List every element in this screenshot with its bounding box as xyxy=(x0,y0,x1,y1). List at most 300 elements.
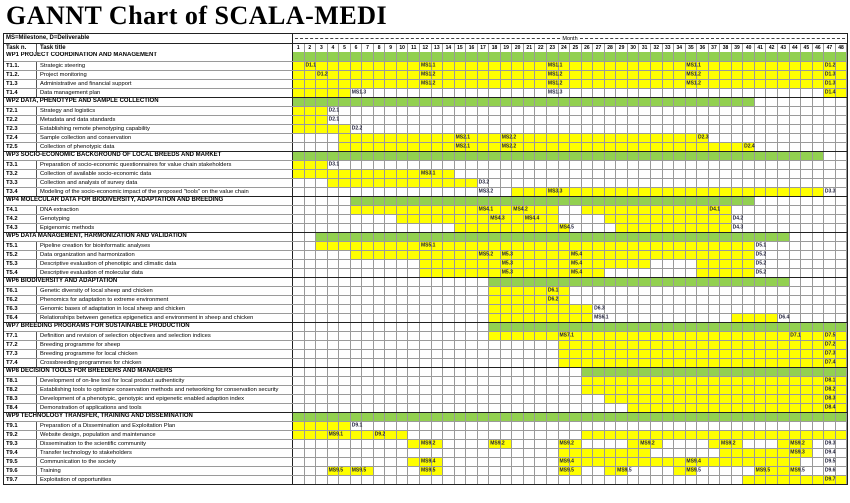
task-month-cell xyxy=(443,71,455,79)
milestone-label: MS1.2 xyxy=(547,80,563,87)
wp-month-cell xyxy=(397,233,409,241)
task-month-cell xyxy=(489,467,501,475)
task-month-cell xyxy=(743,107,755,115)
task-month-cell xyxy=(293,332,305,340)
task-month-cell xyxy=(813,350,825,358)
task-month-cell xyxy=(443,107,455,115)
task-month-cell xyxy=(720,350,732,358)
task-month-cell xyxy=(328,350,340,358)
deliverable-label: D8.1 xyxy=(824,377,836,384)
task-month-cell xyxy=(582,143,594,151)
task-month-cell xyxy=(651,449,663,457)
task-title: Metadata and data standards xyxy=(37,116,293,124)
task-month-cell xyxy=(351,206,363,214)
task-month-cell xyxy=(663,467,675,475)
task-month-cell xyxy=(385,260,397,268)
task-month-cell xyxy=(455,179,467,187)
task-month-cell xyxy=(674,89,686,97)
task-month-cell xyxy=(478,422,490,430)
task-month-cell xyxy=(339,62,351,70)
task-month-cell xyxy=(455,80,467,88)
task-month-cell xyxy=(582,350,594,358)
task-row xyxy=(4,358,847,367)
wp-month-cell xyxy=(582,52,594,61)
task-month-cell xyxy=(524,476,536,484)
milestone-label: MS1.1 xyxy=(420,62,436,69)
task-month-cell xyxy=(593,116,605,124)
wp-month-cell xyxy=(801,98,813,106)
task-month-cell xyxy=(686,314,698,322)
task-month-cell xyxy=(790,62,802,70)
task-month-cell xyxy=(663,449,675,457)
task-month-cell xyxy=(547,116,559,124)
task-month-cell xyxy=(709,170,721,178)
task-month-cell xyxy=(709,188,721,196)
task-month-cell xyxy=(385,350,397,358)
task-month-cell xyxy=(443,206,455,214)
task-month-cell xyxy=(351,305,363,313)
task-month-cell xyxy=(674,107,686,115)
wp-month-cell xyxy=(547,52,559,61)
wp-month-cell xyxy=(651,197,663,205)
task-month-cell xyxy=(293,476,305,484)
task-month-cell xyxy=(628,260,640,268)
task-month-cell xyxy=(385,359,397,367)
task-month-cell xyxy=(570,89,582,97)
task-month-cell xyxy=(743,62,755,70)
task-month-cell xyxy=(790,377,802,385)
task-month-cell xyxy=(408,170,420,178)
wp-month-cell xyxy=(385,413,397,421)
task-month-cell xyxy=(489,224,501,232)
task-month-cell xyxy=(362,269,374,277)
task-row xyxy=(4,133,847,142)
task-month-cell xyxy=(408,395,420,403)
month-col-header: 36 xyxy=(697,44,709,52)
task-month-cell xyxy=(778,62,790,70)
task-month-cell xyxy=(489,287,501,295)
wp-month-cell xyxy=(801,413,813,421)
wp-month-cell xyxy=(813,323,825,331)
task-month-cell xyxy=(778,242,790,250)
wp-month-cell xyxy=(362,323,374,331)
wp-month-cell xyxy=(512,368,524,376)
task-month-cell xyxy=(316,395,328,403)
task-month-cell xyxy=(397,395,409,403)
month-col-header: 13 xyxy=(432,44,444,52)
task-month-cell xyxy=(535,188,547,196)
task-month-cell xyxy=(582,422,594,430)
wp-month-cell xyxy=(535,323,547,331)
chart-cells xyxy=(293,422,847,430)
task-month-cell xyxy=(455,107,467,115)
deliverable-label: D5.2 xyxy=(755,251,767,258)
task-month-cell xyxy=(339,161,351,169)
task-month-cell xyxy=(466,377,478,385)
task-month-cell xyxy=(720,431,732,439)
wp-month-cell xyxy=(732,52,744,61)
task-month-cell xyxy=(351,143,363,151)
task-month-cell xyxy=(743,332,755,340)
task-month-cell xyxy=(570,179,582,187)
task-month-cell xyxy=(639,80,651,88)
task-month-cell xyxy=(374,242,386,250)
task-month-cell xyxy=(790,134,802,142)
task-month-cell xyxy=(489,305,501,313)
task-month-cell xyxy=(813,251,825,259)
task-month-cell xyxy=(686,179,698,187)
month-col-header: 37 xyxy=(709,44,721,52)
task-month-cell xyxy=(651,116,663,124)
task-month-cell xyxy=(328,80,340,88)
wp-month-cell xyxy=(743,98,755,106)
task-month-cell xyxy=(686,161,698,169)
task-month-cell xyxy=(489,386,501,394)
task-month-cell xyxy=(686,395,698,403)
wp-month-cell xyxy=(824,413,836,421)
wp-month-cell xyxy=(570,278,582,286)
task-row xyxy=(4,286,847,295)
task-month-cell xyxy=(512,359,524,367)
task-month-cell xyxy=(478,314,490,322)
task-month-cell xyxy=(432,431,444,439)
task-month-cell xyxy=(547,170,559,178)
task-month-cell xyxy=(559,350,571,358)
task-month-cell xyxy=(790,188,802,196)
task-title: Descriptive evaluation of molecular data xyxy=(37,269,293,277)
task-month-cell xyxy=(316,269,328,277)
task-month-cell xyxy=(466,422,478,430)
task-row xyxy=(4,187,847,196)
task-title: Transfer technology to stakeholders xyxy=(37,449,293,457)
wp-month-cell xyxy=(455,413,467,421)
task-number: T6.2 xyxy=(4,296,37,304)
task-month-cell xyxy=(686,341,698,349)
task-month-cell xyxy=(559,170,571,178)
task-month-cell xyxy=(385,251,397,259)
milestone-label: M5.3 xyxy=(501,260,513,267)
task-row xyxy=(4,394,847,403)
task-month-cell xyxy=(408,386,420,394)
wp-month-cell xyxy=(501,413,513,421)
task-month-cell xyxy=(478,134,490,142)
task-number: T2.1 xyxy=(4,107,37,115)
task-month-cell xyxy=(720,269,732,277)
task-month-cell xyxy=(443,395,455,403)
task-month-cell xyxy=(535,251,547,259)
milestone-label: MS1.2 xyxy=(686,71,701,78)
task-month-cell xyxy=(778,431,790,439)
deliverable-label: D1.1 xyxy=(305,62,317,69)
task-month-cell xyxy=(697,476,709,484)
task-month-cell xyxy=(593,350,605,358)
wp-month-cell xyxy=(339,323,351,331)
month-col-header: 6 xyxy=(351,44,363,52)
chart-cells xyxy=(293,134,847,142)
task-title: Establishing remote phenotyping capability xyxy=(37,125,293,133)
wp-month-cell xyxy=(755,278,767,286)
task-month-cell xyxy=(293,314,305,322)
task-month-cell xyxy=(535,71,547,79)
task-month-cell xyxy=(374,467,386,475)
wp-month-cell xyxy=(305,413,317,421)
wp-month-cell xyxy=(432,152,444,160)
task-month-cell xyxy=(293,206,305,214)
wp-month-cell xyxy=(639,197,651,205)
task-month-cell xyxy=(836,242,848,250)
task-month-cell xyxy=(663,305,675,313)
task-month-cell xyxy=(663,377,675,385)
task-month-cell xyxy=(790,404,802,412)
task-month-cell xyxy=(328,332,340,340)
task-month-cell xyxy=(813,341,825,349)
gantt-body xyxy=(4,52,847,484)
task-month-cell xyxy=(512,107,524,115)
task-month-cell xyxy=(639,341,651,349)
task-month-cell xyxy=(628,404,640,412)
task-month-cell xyxy=(570,476,582,484)
task-month-cell xyxy=(374,188,386,196)
task-month-cell xyxy=(351,251,363,259)
task-month-cell xyxy=(478,89,490,97)
task-month-cell xyxy=(628,440,640,448)
task-month-cell xyxy=(755,89,767,97)
wp-month-cell xyxy=(801,368,813,376)
wp-month-cell xyxy=(720,52,732,61)
task-month-cell xyxy=(697,359,709,367)
task-month-cell xyxy=(593,359,605,367)
wp-month-cell xyxy=(651,278,663,286)
wp-month-cell xyxy=(593,98,605,106)
wp-month-cell xyxy=(709,413,721,421)
task-month-cell xyxy=(674,161,686,169)
task-month-cell xyxy=(663,179,675,187)
wp-month-cell xyxy=(686,98,698,106)
task-month-cell xyxy=(374,377,386,385)
wp-month-cell xyxy=(755,233,767,241)
task-month-cell xyxy=(420,359,432,367)
task-month-cell xyxy=(836,71,848,79)
task-title: DNA extraction xyxy=(37,206,293,214)
task-month-cell xyxy=(374,170,386,178)
task-month-cell xyxy=(709,62,721,70)
task-month-cell xyxy=(420,332,432,340)
task-month-cell xyxy=(535,224,547,232)
task-month-cell xyxy=(766,314,778,322)
task-month-cell xyxy=(766,386,778,394)
task-month-cell xyxy=(466,125,478,133)
task-month-cell xyxy=(720,161,732,169)
task-month-cell xyxy=(743,449,755,457)
task-number: T7.3 xyxy=(4,350,37,358)
task-month-cell xyxy=(547,377,559,385)
task-month-cell xyxy=(385,404,397,412)
task-month-cell xyxy=(443,332,455,340)
task-month-cell xyxy=(766,359,778,367)
task-month-cell xyxy=(466,170,478,178)
task-month-cell xyxy=(316,332,328,340)
month-col-header: 30 xyxy=(628,44,640,52)
task-month-cell xyxy=(397,260,409,268)
task-month-cell xyxy=(547,440,559,448)
task-month-cell xyxy=(639,143,651,151)
task-number: T2.5 xyxy=(4,143,37,151)
task-month-cell xyxy=(778,458,790,466)
task-month-cell xyxy=(651,143,663,151)
milestone-label: MS9.4 xyxy=(420,458,436,465)
task-month-cell xyxy=(593,377,605,385)
deliverable-label: D4.3 xyxy=(732,224,744,231)
wp-month-cell xyxy=(790,323,802,331)
task-month-cell xyxy=(790,170,802,178)
milestone-label: MS4.5 xyxy=(559,224,574,231)
task-month-cell xyxy=(593,89,605,97)
task-month-cell xyxy=(432,359,444,367)
task-month-cell xyxy=(593,224,605,232)
task-month-cell xyxy=(593,134,605,142)
task-month-cell xyxy=(328,449,340,457)
task-month-cell xyxy=(813,62,825,70)
task-month-cell xyxy=(455,359,467,367)
task-title: Data management plan xyxy=(37,89,293,97)
task-month-cell xyxy=(432,449,444,457)
task-month-cell xyxy=(547,395,559,403)
task-month-cell xyxy=(351,359,363,367)
wp-month-cell xyxy=(605,197,617,205)
task-month-cell xyxy=(766,422,778,430)
chart-cells xyxy=(293,332,847,340)
task-month-cell xyxy=(570,341,582,349)
task-month-cell xyxy=(293,287,305,295)
task-month-cell xyxy=(778,332,790,340)
task-month-cell xyxy=(570,170,582,178)
wp-month-cell xyxy=(432,413,444,421)
task-month-cell xyxy=(362,170,374,178)
task-month-cell xyxy=(501,422,513,430)
task-month-cell xyxy=(651,71,663,79)
wp-month-cell xyxy=(766,233,778,241)
task-month-cell xyxy=(293,170,305,178)
task-month-cell xyxy=(489,134,501,142)
task-month-cell xyxy=(535,134,547,142)
task-month-cell xyxy=(732,458,744,466)
task-row xyxy=(4,313,847,322)
task-month-cell xyxy=(651,332,663,340)
task-month-cell xyxy=(732,359,744,367)
task-month-cell xyxy=(732,179,744,187)
task-month-cell xyxy=(836,170,848,178)
task-month-cell xyxy=(524,287,536,295)
task-month-cell xyxy=(362,314,374,322)
task-month-cell xyxy=(420,314,432,322)
task-month-cell xyxy=(674,476,686,484)
task-month-cell xyxy=(374,161,386,169)
task-month-cell xyxy=(790,71,802,79)
wp-month-cell xyxy=(743,323,755,331)
task-month-cell xyxy=(420,269,432,277)
task-month-cell xyxy=(397,224,409,232)
task-month-cell xyxy=(524,404,536,412)
task-month-cell xyxy=(397,359,409,367)
wp-month-cell xyxy=(316,197,328,205)
task-month-cell xyxy=(466,80,478,88)
task-month-cell xyxy=(674,260,686,268)
task-month-cell xyxy=(420,188,432,196)
wp-month-cell xyxy=(443,197,455,205)
task-month-cell xyxy=(755,449,767,457)
task-month-cell xyxy=(339,458,351,466)
task-month-cell xyxy=(316,251,328,259)
task-month-cell xyxy=(351,287,363,295)
task-month-cell xyxy=(651,260,663,268)
task-month-cell xyxy=(455,224,467,232)
task-month-cell xyxy=(524,458,536,466)
task-month-cell xyxy=(755,422,767,430)
task-month-cell xyxy=(293,422,305,430)
task-month-cell xyxy=(362,107,374,115)
wp-month-cell xyxy=(824,197,836,205)
task-month-cell xyxy=(674,404,686,412)
task-month-cell xyxy=(362,134,374,142)
task-month-cell xyxy=(766,341,778,349)
task-month-cell xyxy=(351,107,363,115)
task-title: Development of a phenotypic, genotypic and epigenetic enabled adaption index xyxy=(37,395,293,403)
task-month-cell xyxy=(362,215,374,223)
task-number: T4.1 xyxy=(4,206,37,214)
task-month-cell xyxy=(466,206,478,214)
wp-month-cell xyxy=(801,197,813,205)
milestone-label: MS9.4 xyxy=(559,458,574,465)
task-month-cell xyxy=(524,89,536,97)
wp-month-cell xyxy=(478,233,490,241)
task-month-cell xyxy=(547,107,559,115)
task-month-cell xyxy=(582,395,594,403)
task-month-cell xyxy=(443,386,455,394)
task-month-cell xyxy=(466,161,478,169)
task-month-cell xyxy=(651,134,663,142)
task-month-cell xyxy=(362,431,374,439)
wp-month-cell xyxy=(339,152,351,160)
wp-month-cell xyxy=(778,233,790,241)
wp-month-cell xyxy=(535,278,547,286)
task-month-cell xyxy=(778,260,790,268)
task-month-cell xyxy=(778,422,790,430)
task-month-cell xyxy=(385,224,397,232)
task-month-cell xyxy=(478,116,490,124)
task-month-cell xyxy=(351,341,363,349)
task-month-cell xyxy=(639,377,651,385)
task-month-cell xyxy=(709,269,721,277)
month-col-header: 47 xyxy=(824,44,836,52)
task-month-cell xyxy=(432,377,444,385)
task-month-cell xyxy=(489,269,501,277)
task-month-cell xyxy=(616,287,628,295)
task-month-cell xyxy=(559,269,571,277)
task-month-cell xyxy=(524,305,536,313)
task-month-cell xyxy=(651,350,663,358)
wp-month-cell xyxy=(385,98,397,106)
task-month-cell xyxy=(489,71,501,79)
milestone-label: MS9.2 xyxy=(640,440,655,447)
deliverable-label: D9.1 xyxy=(351,422,363,429)
task-month-cell xyxy=(535,125,547,133)
task-month-cell xyxy=(766,143,778,151)
task-month-cell xyxy=(524,440,536,448)
wp-month-cell xyxy=(316,278,328,286)
task-month-cell xyxy=(743,89,755,97)
wp-month-cell xyxy=(836,52,848,61)
task-month-cell xyxy=(836,431,848,439)
